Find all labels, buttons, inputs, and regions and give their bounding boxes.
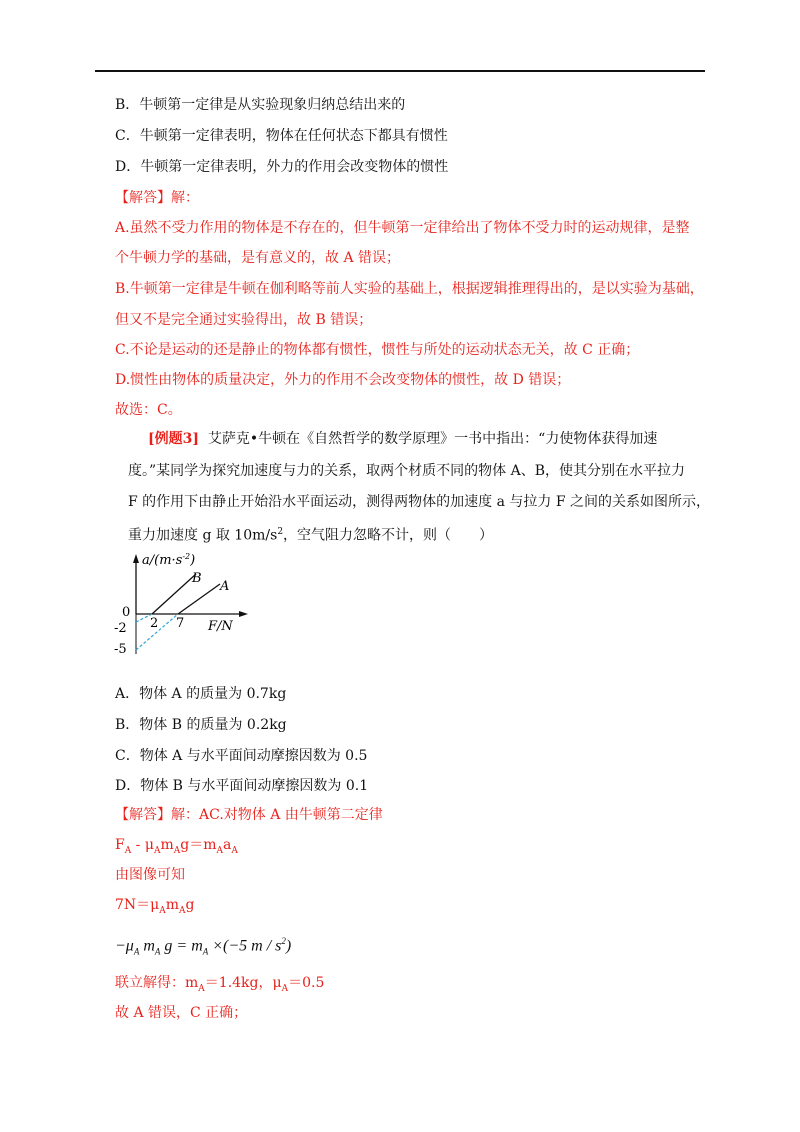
option-c: C．物体 A 与水平面间动摩擦因数为 0.5	[115, 748, 368, 764]
x-axis-label: F/N	[208, 619, 233, 634]
conclusion: 故 A 错误，C 正确；	[115, 1005, 248, 1021]
tick-x-7: 7	[176, 616, 185, 631]
acceleration-force-graph	[112, 550, 262, 665]
tick-y-minus-5: -5	[114, 642, 127, 657]
answer1-line: 但又不是完全通过实验得出，故 B 错误；	[115, 312, 373, 328]
answer2-label: 【解答】	[115, 807, 171, 823]
option-d-prev: D．牛顿第一定律表明，外力的作用会改变物体的惯性	[115, 159, 449, 175]
answer1-choice: 故选：C。	[115, 402, 182, 418]
example3-text: 艾萨克•牛顿在《自然哲学的数学原理》一书中指出：“力使物体获得加速	[207, 431, 658, 447]
header-rule	[95, 70, 705, 72]
answer2-heading	[115, 806, 383, 824]
answer1-line: 个牛顿力学的基础，是有意义的，故 A 错误；	[115, 250, 401, 266]
example3-line2: 度。”某同学为探究加速度与力的关系，取两个材质不同的物体 A、B，使其分别在水平拉力	[128, 463, 686, 479]
line-b	[152, 574, 196, 614]
option-d: D．物体 B 与水平面间动摩擦因数为 0.1	[115, 778, 369, 794]
answer1-label-suffix: 解：	[171, 190, 199, 206]
example3-line4: 重力加速度 g 取 $10m/s^2$，空气阻力忽略不计，则（ ）	[128, 527, 494, 544]
example3-line3: F 的作用下由静止开始沿水平面运动，测得两物体的加速度 a 与拉力 F 之间的关系如图所示，	[128, 494, 711, 510]
example3-line1	[148, 430, 657, 448]
option-b: B．物体 B 的质量为 0.2kg	[115, 717, 287, 733]
example3-label: [例题3]	[148, 431, 199, 447]
equation-3: $-\mu_A$ $m_A$ $g = m_A \times(-5$ m / $s^2$)	[115, 936, 292, 957]
answer1-line: C.不论是运动的还是静止的物体都有惯性，惯性与所处的运动状态无关，故 C 正确；	[115, 342, 640, 358]
tick-y-minus-2: -2	[114, 621, 127, 636]
origin-label: 0	[122, 605, 131, 620]
line-a	[178, 584, 220, 614]
answer1-label: 【解答】	[115, 190, 171, 206]
y-axis-label: $a/(m\cdot s^{-2})$	[142, 552, 196, 568]
x-axis-arrow	[239, 611, 248, 617]
answer1-heading	[115, 189, 199, 207]
option-a: A．物体 A 的质量为 0.7kg	[115, 686, 287, 702]
equation-2: $7N=\mu_Am_Ag$	[115, 897, 195, 916]
answer1-line: A.虽然不受力作用的物体是不存在的，但牛顿第一定律给出了物体不受力时的运动规律，是整	[115, 220, 690, 236]
answer2-intro: 解：AC.对物体 A 由牛顿第二定律	[171, 807, 383, 823]
label-b: B	[192, 571, 202, 586]
answer1-line: B.牛顿第一定律是牛顿在伽利略等前人实验的基础上，根据逻辑推理得出的，是以实验为基础，	[115, 281, 704, 297]
answer1-line: D.惯性由物体的质量决定，外力的作用不会改变物体的惯性，故 D 错误；	[115, 372, 571, 388]
y-axis-arrow	[133, 554, 139, 563]
solve-line: 联立解得：$m_A=1.4kg$，$\mu_A=0.5$	[115, 975, 325, 994]
tick-x-2: 2	[150, 616, 159, 631]
graph-note: 由图像可知	[115, 867, 185, 883]
option-b-prev: B．牛顿第一定律是从实验现象归纳总结出来的	[115, 97, 406, 113]
label-a: A	[220, 579, 230, 594]
equation-1: $F_A - \mu_Am_Ag=m_Aa_A$	[115, 837, 238, 856]
option-c-prev: C．牛顿第一定律表明，物体在任何状态下都具有惯性	[115, 128, 448, 144]
